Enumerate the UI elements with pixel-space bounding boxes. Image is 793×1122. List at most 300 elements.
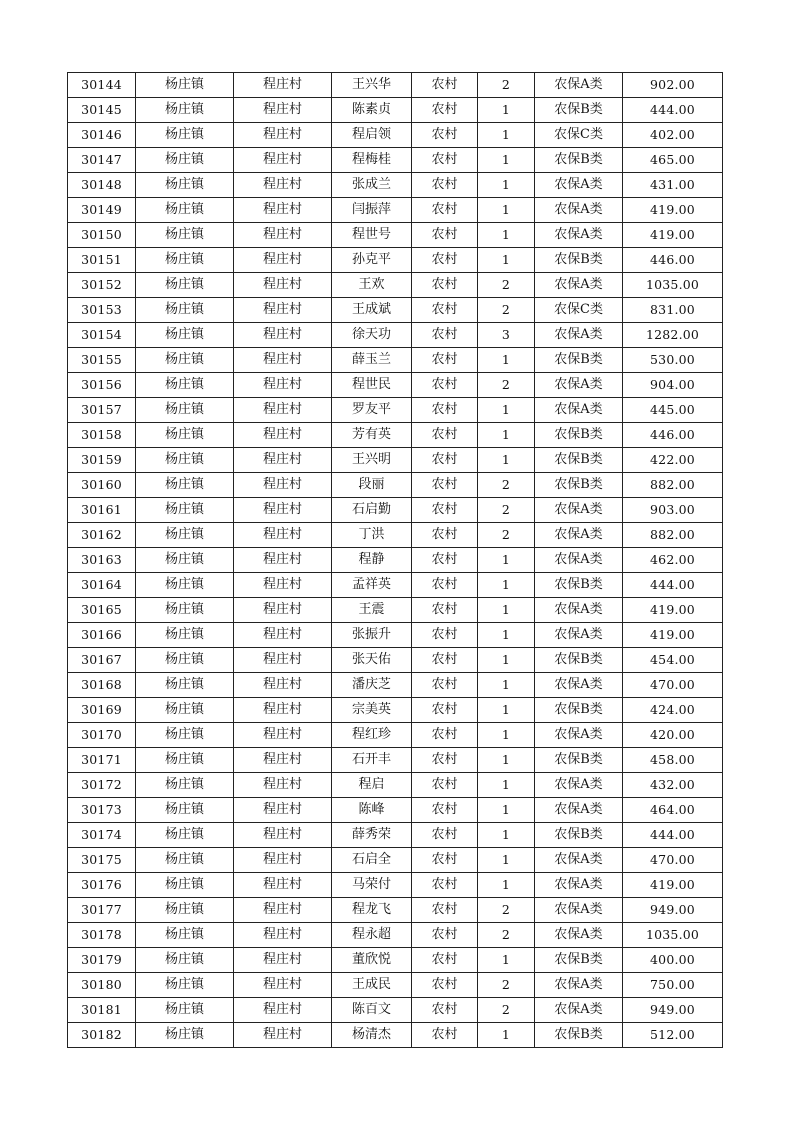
village-cell: 程庄村: [234, 373, 332, 398]
person-count-cell: 1: [478, 948, 535, 973]
person-count-cell: 1: [478, 823, 535, 848]
insurance-category-cell: 农保C类: [535, 123, 623, 148]
village-cell: 程庄村: [234, 273, 332, 298]
person-count-cell: 1: [478, 248, 535, 273]
person-count-cell: 1: [478, 398, 535, 423]
village-cell: 程庄村: [234, 398, 332, 423]
amount-cell: 446.00: [623, 248, 723, 273]
village-cell: 程庄村: [234, 598, 332, 623]
record-id-cell: 30157: [68, 398, 136, 423]
insurance-category-cell: 农保A类: [535, 223, 623, 248]
insurance-category-cell: 农保B类: [535, 748, 623, 773]
record-id-cell: 30152: [68, 273, 136, 298]
insurance-category-cell: 农保A类: [535, 548, 623, 573]
person-count-cell: 2: [478, 373, 535, 398]
insurance-category-cell: 农保B类: [535, 648, 623, 673]
town-cell: 杨庄镇: [136, 948, 234, 973]
household-type-cell: 农村: [412, 198, 478, 223]
person-count-cell: 1: [478, 548, 535, 573]
name-cell: 闫振萍: [332, 198, 412, 223]
person-count-cell: 1: [478, 448, 535, 473]
village-cell: 程庄村: [234, 673, 332, 698]
village-cell: 程庄村: [234, 948, 332, 973]
person-count-cell: 1: [478, 98, 535, 123]
insurance-category-cell: 农保B类: [535, 1023, 623, 1048]
table-row: [68, 948, 723, 973]
name-cell: 张天佑: [332, 648, 412, 673]
person-count-cell: 1: [478, 798, 535, 823]
name-cell: 芳有英: [332, 423, 412, 448]
amount-cell: 902.00: [623, 73, 723, 98]
name-cell: 罗友平: [332, 398, 412, 423]
town-cell: 杨庄镇: [136, 698, 234, 723]
record-id-cell: 30176: [68, 873, 136, 898]
record-id-cell: 30166: [68, 623, 136, 648]
village-cell: 程庄村: [234, 498, 332, 523]
town-cell: 杨庄镇: [136, 598, 234, 623]
village-cell: 程庄村: [234, 198, 332, 223]
record-id-cell: 30147: [68, 148, 136, 173]
table-row: [68, 973, 723, 998]
person-count-cell: 2: [478, 998, 535, 1023]
insurance-category-cell: 农保B类: [535, 698, 623, 723]
household-type-cell: 农村: [412, 648, 478, 673]
amount-cell: 444.00: [623, 98, 723, 123]
person-count-cell: 2: [478, 898, 535, 923]
amount-cell: 470.00: [623, 673, 723, 698]
town-cell: 杨庄镇: [136, 673, 234, 698]
amount-cell: 454.00: [623, 648, 723, 673]
insurance-category-cell: 农保A类: [535, 523, 623, 548]
insurance-category-cell: 农保A类: [535, 723, 623, 748]
town-cell: 杨庄镇: [136, 473, 234, 498]
household-type-cell: 农村: [412, 698, 478, 723]
record-id-cell: 30171: [68, 748, 136, 773]
record-id-cell: 30170: [68, 723, 136, 748]
name-cell: 董欣悦: [332, 948, 412, 973]
village-cell: 程庄村: [234, 773, 332, 798]
insurance-category-cell: 农保A类: [535, 998, 623, 1023]
table-row: [68, 898, 723, 923]
amount-cell: 402.00: [623, 123, 723, 148]
person-count-cell: 1: [478, 723, 535, 748]
name-cell: 王兴华: [332, 73, 412, 98]
record-id-cell: 30165: [68, 598, 136, 623]
household-type-cell: 农村: [412, 498, 478, 523]
insurance-category-cell: 农保A类: [535, 323, 623, 348]
town-cell: 杨庄镇: [136, 198, 234, 223]
village-cell: 程庄村: [234, 798, 332, 823]
name-cell: 马荣付: [332, 873, 412, 898]
household-type-cell: 农村: [412, 948, 478, 973]
record-id-cell: 30181: [68, 998, 136, 1023]
amount-cell: 419.00: [623, 873, 723, 898]
insurance-category-cell: 农保B类: [535, 573, 623, 598]
person-count-cell: 1: [478, 648, 535, 673]
name-cell: 张成兰: [332, 173, 412, 198]
table-row: [68, 148, 723, 173]
record-id-cell: 30173: [68, 798, 136, 823]
record-id-cell: 30180: [68, 973, 136, 998]
name-cell: 程永超: [332, 923, 412, 948]
name-cell: 程启: [332, 773, 412, 798]
village-cell: 程庄村: [234, 298, 332, 323]
person-count-cell: 2: [478, 523, 535, 548]
name-cell: 丁洪: [332, 523, 412, 548]
amount-cell: 458.00: [623, 748, 723, 773]
table-row: [68, 698, 723, 723]
household-type-cell: 农村: [412, 523, 478, 548]
village-cell: 程庄村: [234, 898, 332, 923]
insurance-category-cell: 农保C类: [535, 298, 623, 323]
town-cell: 杨庄镇: [136, 1023, 234, 1048]
person-count-cell: 1: [478, 148, 535, 173]
village-cell: 程庄村: [234, 848, 332, 873]
household-type-cell: 农村: [412, 273, 478, 298]
person-count-cell: 1: [478, 848, 535, 873]
household-type-cell: 农村: [412, 73, 478, 98]
household-type-cell: 农村: [412, 248, 478, 273]
name-cell: 张振升: [332, 623, 412, 648]
village-cell: 程庄村: [234, 823, 332, 848]
household-type-cell: 农村: [412, 423, 478, 448]
town-cell: 杨庄镇: [136, 873, 234, 898]
amount-cell: 465.00: [623, 148, 723, 173]
person-count-cell: 1: [478, 873, 535, 898]
insurance-category-cell: 农保A类: [535, 273, 623, 298]
town-cell: 杨庄镇: [136, 73, 234, 98]
village-cell: 程庄村: [234, 98, 332, 123]
name-cell: 宗美英: [332, 698, 412, 723]
insurance-category-cell: 农保A类: [535, 773, 623, 798]
person-count-cell: 1: [478, 598, 535, 623]
town-cell: 杨庄镇: [136, 523, 234, 548]
name-cell: 王兴明: [332, 448, 412, 473]
village-cell: 程庄村: [234, 698, 332, 723]
town-cell: 杨庄镇: [136, 273, 234, 298]
table-row: [68, 473, 723, 498]
table-row: [68, 523, 723, 548]
name-cell: 王成斌: [332, 298, 412, 323]
household-type-cell: 农村: [412, 348, 478, 373]
amount-cell: 419.00: [623, 198, 723, 223]
household-type-cell: 农村: [412, 873, 478, 898]
village-cell: 程庄村: [234, 348, 332, 373]
village-cell: 程庄村: [234, 323, 332, 348]
table-row: [68, 123, 723, 148]
record-id-cell: 30149: [68, 198, 136, 223]
insurance-category-cell: 农保A类: [535, 398, 623, 423]
person-count-cell: 1: [478, 748, 535, 773]
amount-cell: 903.00: [623, 498, 723, 523]
record-id-cell: 30159: [68, 448, 136, 473]
record-id-cell: 30162: [68, 523, 136, 548]
insurance-category-cell: 农保A类: [535, 598, 623, 623]
village-cell: 程庄村: [234, 548, 332, 573]
household-type-cell: 农村: [412, 473, 478, 498]
table-row: [68, 348, 723, 373]
town-cell: 杨庄镇: [136, 723, 234, 748]
village-cell: 程庄村: [234, 1023, 332, 1048]
person-count-cell: 1: [478, 573, 535, 598]
record-id-cell: 30175: [68, 848, 136, 873]
insurance-category-cell: 农保A类: [535, 923, 623, 948]
name-cell: 王震: [332, 598, 412, 623]
person-count-cell: 2: [478, 498, 535, 523]
record-id-cell: 30151: [68, 248, 136, 273]
person-count-cell: 2: [478, 298, 535, 323]
table-row: [68, 598, 723, 623]
insurance-category-cell: 农保A类: [535, 673, 623, 698]
town-cell: 杨庄镇: [136, 748, 234, 773]
insurance-category-cell: 农保A类: [535, 873, 623, 898]
person-count-cell: 1: [478, 123, 535, 148]
table-row: [68, 448, 723, 473]
town-cell: 杨庄镇: [136, 173, 234, 198]
table-row: [68, 398, 723, 423]
person-count-cell: 1: [478, 698, 535, 723]
household-type-cell: 农村: [412, 923, 478, 948]
village-cell: 程庄村: [234, 748, 332, 773]
amount-cell: 882.00: [623, 523, 723, 548]
table-row: [68, 198, 723, 223]
village-cell: 程庄村: [234, 423, 332, 448]
person-count-cell: 1: [478, 623, 535, 648]
name-cell: 陈百文: [332, 998, 412, 1023]
household-type-cell: 农村: [412, 98, 478, 123]
table-row: [68, 248, 723, 273]
record-id-cell: 30154: [68, 323, 136, 348]
name-cell: 徐天功: [332, 323, 412, 348]
table-row: [68, 1023, 723, 1048]
record-id-cell: 30155: [68, 348, 136, 373]
town-cell: 杨庄镇: [136, 98, 234, 123]
record-id-cell: 30174: [68, 823, 136, 848]
table-row: [68, 73, 723, 98]
town-cell: 杨庄镇: [136, 298, 234, 323]
record-id-cell: 30156: [68, 373, 136, 398]
village-cell: 程庄村: [234, 473, 332, 498]
table-row: [68, 573, 723, 598]
person-count-cell: 2: [478, 473, 535, 498]
amount-cell: 419.00: [623, 598, 723, 623]
amount-cell: 949.00: [623, 998, 723, 1023]
village-cell: 程庄村: [234, 448, 332, 473]
amount-cell: 445.00: [623, 398, 723, 423]
amount-cell: 431.00: [623, 173, 723, 198]
table-row: [68, 848, 723, 873]
insurance-category-cell: 农保B类: [535, 98, 623, 123]
amount-cell: 422.00: [623, 448, 723, 473]
table-row: [68, 648, 723, 673]
household-type-cell: 农村: [412, 298, 478, 323]
town-cell: 杨庄镇: [136, 398, 234, 423]
town-cell: 杨庄镇: [136, 573, 234, 598]
insurance-category-cell: 农保B类: [535, 448, 623, 473]
household-type-cell: 农村: [412, 398, 478, 423]
table-row: [68, 423, 723, 448]
table-row: [68, 223, 723, 248]
town-cell: 杨庄镇: [136, 423, 234, 448]
amount-cell: 470.00: [623, 848, 723, 873]
village-cell: 程庄村: [234, 223, 332, 248]
village-cell: 程庄村: [234, 173, 332, 198]
record-id-cell: 30150: [68, 223, 136, 248]
household-type-cell: 农村: [412, 223, 478, 248]
record-id-cell: 30153: [68, 298, 136, 323]
amount-cell: 424.00: [623, 698, 723, 723]
town-cell: 杨庄镇: [136, 548, 234, 573]
table-row: [68, 273, 723, 298]
person-count-cell: 2: [478, 923, 535, 948]
insurance-category-cell: 农保B类: [535, 823, 623, 848]
person-count-cell: 2: [478, 273, 535, 298]
town-cell: 杨庄镇: [136, 373, 234, 398]
amount-cell: 904.00: [623, 373, 723, 398]
village-cell: 程庄村: [234, 723, 332, 748]
table-row: [68, 673, 723, 698]
name-cell: 陈素贞: [332, 98, 412, 123]
amount-cell: 464.00: [623, 798, 723, 823]
record-id-cell: 30167: [68, 648, 136, 673]
household-type-cell: 农村: [412, 673, 478, 698]
table-row: [68, 173, 723, 198]
record-id-cell: 30168: [68, 673, 136, 698]
amount-cell: 444.00: [623, 823, 723, 848]
household-type-cell: 农村: [412, 123, 478, 148]
amount-cell: 530.00: [623, 348, 723, 373]
insurance-category-cell: 农保A类: [535, 373, 623, 398]
village-cell: 程庄村: [234, 973, 332, 998]
person-count-cell: 1: [478, 673, 535, 698]
table-row: [68, 298, 723, 323]
household-type-cell: 农村: [412, 773, 478, 798]
person-count-cell: 1: [478, 173, 535, 198]
table-row: [68, 823, 723, 848]
town-cell: 杨庄镇: [136, 648, 234, 673]
amount-cell: 750.00: [623, 973, 723, 998]
household-type-cell: 农村: [412, 748, 478, 773]
village-cell: 程庄村: [234, 248, 332, 273]
household-type-cell: 农村: [412, 373, 478, 398]
village-cell: 程庄村: [234, 73, 332, 98]
table-row: [68, 373, 723, 398]
insurance-category-cell: 农保B类: [535, 348, 623, 373]
name-cell: 王成民: [332, 973, 412, 998]
table-row: [68, 98, 723, 123]
name-cell: 程世号: [332, 223, 412, 248]
table-row: [68, 548, 723, 573]
name-cell: 程静: [332, 548, 412, 573]
insurance-category-cell: 农保A类: [535, 498, 623, 523]
person-count-cell: 2: [478, 73, 535, 98]
amount-cell: 446.00: [623, 423, 723, 448]
table-row: [68, 623, 723, 648]
allowance-table: [67, 72, 723, 1048]
household-type-cell: 农村: [412, 323, 478, 348]
amount-cell: 400.00: [623, 948, 723, 973]
amount-cell: 1282.00: [623, 323, 723, 348]
town-cell: 杨庄镇: [136, 973, 234, 998]
amount-cell: 831.00: [623, 298, 723, 323]
town-cell: 杨庄镇: [136, 123, 234, 148]
insurance-category-cell: 农保A类: [535, 623, 623, 648]
village-cell: 程庄村: [234, 573, 332, 598]
table-row: [68, 923, 723, 948]
town-cell: 杨庄镇: [136, 998, 234, 1023]
town-cell: 杨庄镇: [136, 148, 234, 173]
household-type-cell: 农村: [412, 798, 478, 823]
name-cell: 程世民: [332, 373, 412, 398]
town-cell: 杨庄镇: [136, 773, 234, 798]
insurance-category-cell: 农保B类: [535, 423, 623, 448]
village-cell: 程庄村: [234, 123, 332, 148]
table-row: [68, 323, 723, 348]
table-body: [68, 73, 723, 1048]
person-count-cell: 3: [478, 323, 535, 348]
insurance-category-cell: 农保A类: [535, 848, 623, 873]
amount-cell: 419.00: [623, 223, 723, 248]
household-type-cell: 农村: [412, 548, 478, 573]
name-cell: 程启领: [332, 123, 412, 148]
village-cell: 程庄村: [234, 923, 332, 948]
town-cell: 杨庄镇: [136, 623, 234, 648]
insurance-category-cell: 农保A类: [535, 173, 623, 198]
table-row: [68, 748, 723, 773]
name-cell: 程龙飞: [332, 898, 412, 923]
name-cell: 孙克平: [332, 248, 412, 273]
amount-cell: 444.00: [623, 573, 723, 598]
name-cell: 陈峰: [332, 798, 412, 823]
record-id-cell: 30161: [68, 498, 136, 523]
person-count-cell: 2: [478, 973, 535, 998]
name-cell: 程红珍: [332, 723, 412, 748]
amount-cell: 512.00: [623, 1023, 723, 1048]
household-type-cell: 农村: [412, 448, 478, 473]
insurance-category-cell: 农保B类: [535, 148, 623, 173]
town-cell: 杨庄镇: [136, 448, 234, 473]
household-type-cell: 农村: [412, 573, 478, 598]
record-id-cell: 30178: [68, 923, 136, 948]
household-type-cell: 农村: [412, 848, 478, 873]
amount-cell: 1035.00: [623, 923, 723, 948]
village-cell: 程庄村: [234, 148, 332, 173]
insurance-category-cell: 农保B类: [535, 248, 623, 273]
name-cell: 潘庆芝: [332, 673, 412, 698]
insurance-category-cell: 农保A类: [535, 973, 623, 998]
household-type-cell: 农村: [412, 823, 478, 848]
insurance-category-cell: 农保A类: [535, 898, 623, 923]
insurance-category-cell: 农保B类: [535, 473, 623, 498]
record-id-cell: 30172: [68, 773, 136, 798]
household-type-cell: 农村: [412, 898, 478, 923]
table-row: [68, 798, 723, 823]
town-cell: 杨庄镇: [136, 898, 234, 923]
person-count-cell: 1: [478, 223, 535, 248]
household-type-cell: 农村: [412, 598, 478, 623]
record-id-cell: 30146: [68, 123, 136, 148]
name-cell: 石启勤: [332, 498, 412, 523]
town-cell: 杨庄镇: [136, 823, 234, 848]
village-cell: 程庄村: [234, 623, 332, 648]
town-cell: 杨庄镇: [136, 798, 234, 823]
name-cell: 薛秀荣: [332, 823, 412, 848]
record-id-cell: 30160: [68, 473, 136, 498]
household-type-cell: 农村: [412, 173, 478, 198]
record-id-cell: 30148: [68, 173, 136, 198]
name-cell: 孟祥英: [332, 573, 412, 598]
record-id-cell: 30177: [68, 898, 136, 923]
